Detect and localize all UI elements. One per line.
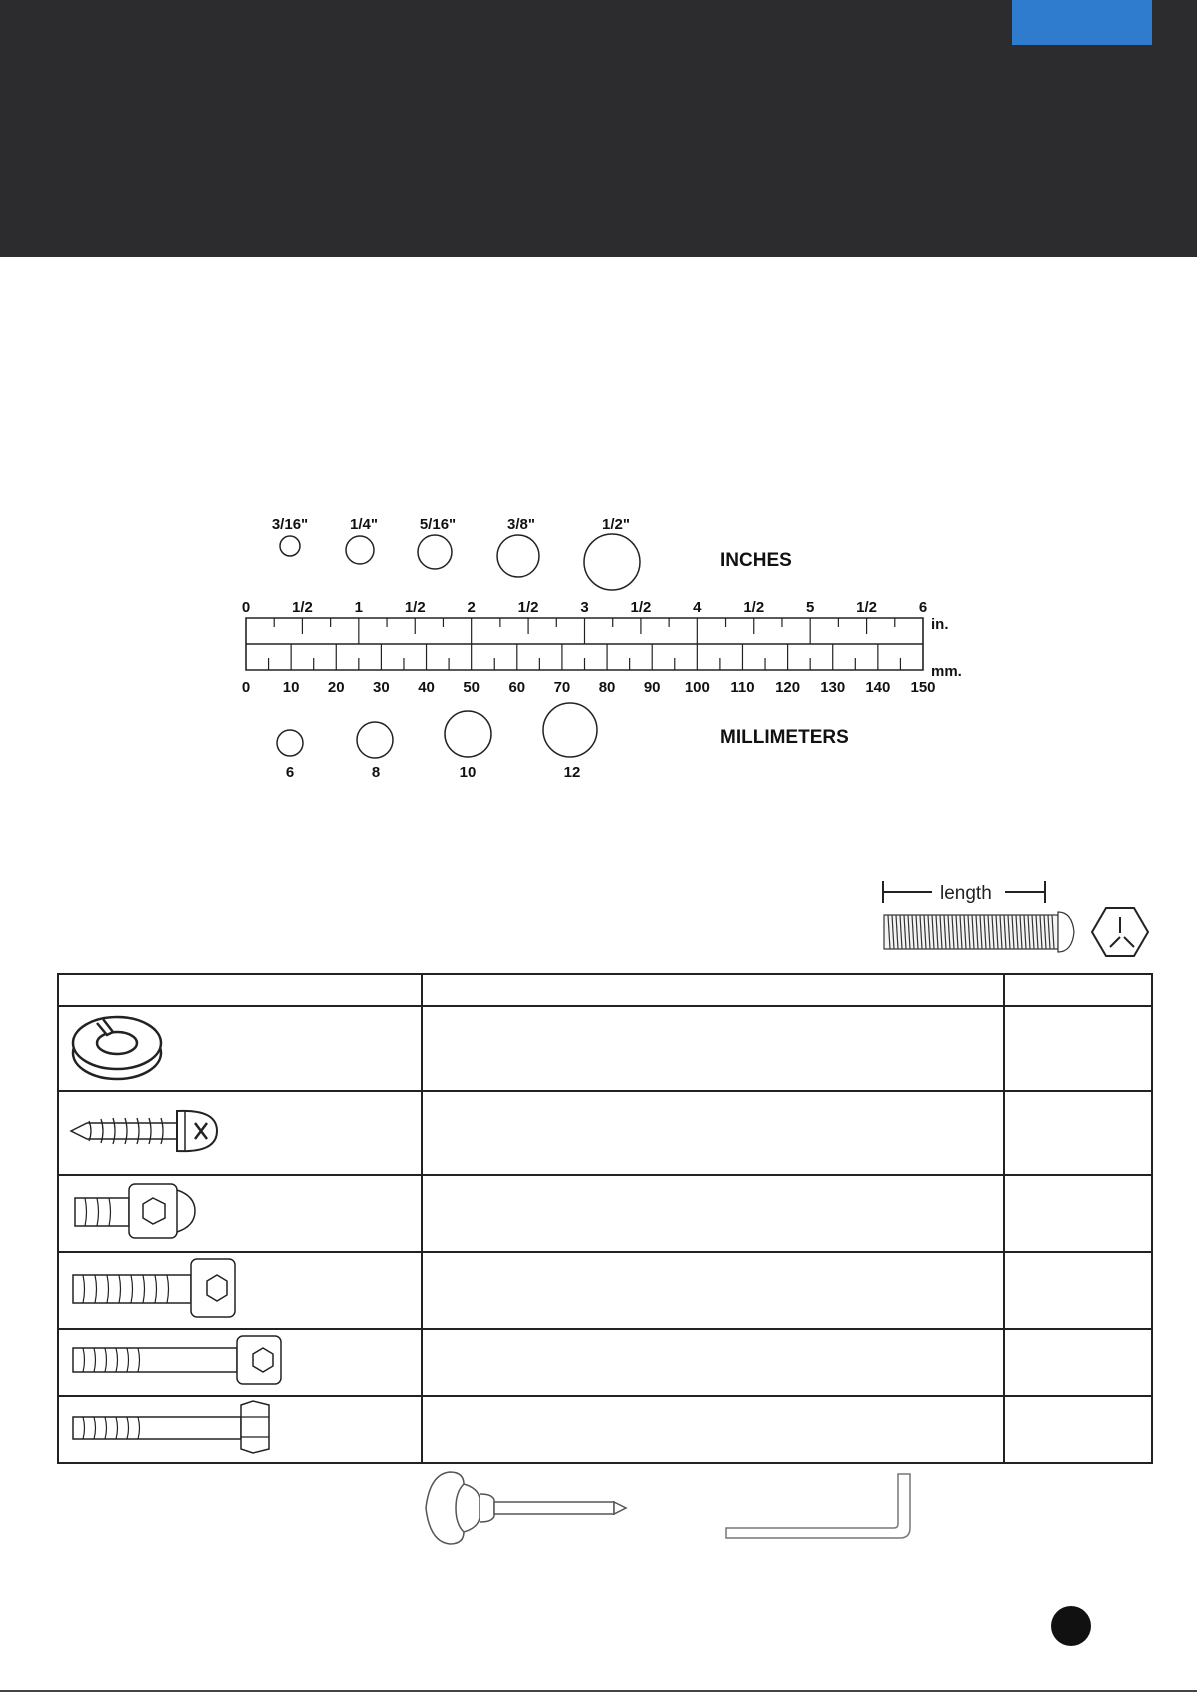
mm-tick-label: 70: [553, 679, 571, 696]
inch-size-label: 1/2": [602, 516, 630, 533]
inch-size-label: 3/8": [507, 516, 535, 533]
part-quantity-cell: [1004, 1091, 1152, 1175]
mm-tick-label: 90: [643, 679, 661, 696]
long-socket-cap-bolt-icon: [67, 1330, 297, 1390]
part-image-cell: [58, 1091, 422, 1175]
part-description-cell: [422, 1175, 1004, 1252]
hardware-parts-table: [57, 973, 1153, 1464]
inch-tick-label: 4: [693, 599, 702, 616]
inch-ticks: [246, 618, 923, 644]
part-quantity-cell: [1004, 1396, 1152, 1463]
part-image-cell: [58, 1006, 422, 1091]
allen-key-icon: [726, 1474, 910, 1538]
mm-ticks: [246, 644, 923, 670]
machine-bolt-icon: [884, 912, 1074, 952]
inch-tick-label: 3: [580, 599, 589, 616]
inch-tick-label: 1: [354, 599, 364, 616]
part-image-cell: [58, 1252, 422, 1329]
lock-washer-icon: [67, 1007, 167, 1085]
mm-tick-label: 80: [598, 679, 616, 696]
included-tools: [420, 1468, 920, 1558]
inch-tick-label: 1/2: [856, 599, 878, 616]
column-header-quantity: [1004, 974, 1152, 1006]
part-description-cell: [422, 1252, 1004, 1329]
mm-tick-label: 100: [684, 679, 710, 696]
screwdriver-icon: [426, 1472, 626, 1544]
mm-tick-label: 110: [730, 679, 755, 696]
mm-size-label: 6: [285, 764, 295, 781]
part-image-cell: [58, 1175, 422, 1252]
table-row: [58, 1091, 1152, 1175]
mm-tick-label: 0: [241, 679, 251, 696]
part-image-cell: [58, 1396, 422, 1463]
mm-size-label: 8: [371, 764, 381, 781]
inch-tick-label: 1/2: [630, 599, 652, 616]
table-row: [58, 1175, 1152, 1252]
part-quantity-cell: [1004, 1175, 1152, 1252]
header-accent-tab: [1012, 0, 1152, 45]
column-header-part: [58, 974, 422, 1006]
mm-tick-labels: [242, 679, 936, 696]
length-label: length: [940, 883, 992, 904]
footer-rule: [0, 1690, 1197, 1692]
mm-tick-label: 30: [373, 679, 390, 696]
mm-size-circles: [277, 703, 597, 758]
mm-tick-label: 120: [775, 679, 801, 696]
inch-size-label: 3/16": [271, 516, 309, 533]
hex-head-bolt-icon: [67, 1397, 297, 1457]
part-quantity-cell: [1004, 1006, 1152, 1091]
inch-size-label: 5/16": [419, 516, 457, 533]
measurement-ruler: [0, 500, 1197, 790]
inches-label: INCHES: [720, 550, 792, 571]
table-row: [58, 1396, 1152, 1463]
mm-tick-label: 150: [910, 679, 936, 696]
mm-tick-label: 10: [282, 679, 300, 696]
part-quantity-cell: [1004, 1252, 1152, 1329]
part-description-cell: [422, 1091, 1004, 1175]
part-image-cell: [58, 1329, 422, 1396]
inch-tick-labels: [242, 599, 927, 616]
mm-tick-label: 20: [327, 679, 345, 696]
millimeters-label: MILLIMETERS: [720, 727, 849, 748]
part-quantity-cell: [1004, 1329, 1152, 1396]
inch-tick-label: 1/2: [743, 599, 765, 616]
phillips-wood-screw-icon: [67, 1093, 227, 1169]
inch-unit-label: in.: [931, 616, 949, 633]
inch-size-circles: [280, 534, 640, 590]
mm-tick-label: 130: [820, 679, 846, 696]
column-header-description: [422, 974, 1004, 1006]
hex-socket-icon: [1092, 908, 1148, 956]
inch-tick-label: 1/2: [517, 599, 539, 616]
mm-tick-label: 60: [508, 679, 526, 696]
mm-size-label: 12: [563, 764, 581, 781]
inch-tick-label: 5: [805, 599, 815, 616]
mm-size-label: 10: [459, 764, 477, 781]
table-header-row: [58, 974, 1152, 1006]
page-number-badge: [1051, 1606, 1091, 1646]
mm-tick-label: 40: [418, 679, 435, 696]
inch-tick-label: 6: [918, 599, 928, 616]
mm-tick-label: 50: [463, 679, 481, 696]
mm-tick-label: 140: [865, 679, 891, 696]
inch-size-label: 1/4": [350, 516, 378, 533]
table-row: [58, 1252, 1152, 1329]
table-row: [58, 1006, 1152, 1091]
medium-socket-cap-bolt-icon: [67, 1253, 247, 1323]
part-description-cell: [422, 1396, 1004, 1463]
bolt-length-diagram: [870, 875, 1155, 970]
short-socket-cap-bolt-icon: [67, 1176, 207, 1246]
inch-tick-label: 2: [467, 599, 476, 616]
table-row: [58, 1329, 1152, 1396]
inch-tick-label: 1/2: [404, 599, 426, 616]
part-description-cell: [422, 1006, 1004, 1091]
part-description-cell: [422, 1329, 1004, 1396]
inch-tick-label: 1/2: [291, 599, 313, 616]
inch-tick-label: 0: [241, 599, 251, 616]
mm-unit-label: mm.: [931, 663, 962, 680]
